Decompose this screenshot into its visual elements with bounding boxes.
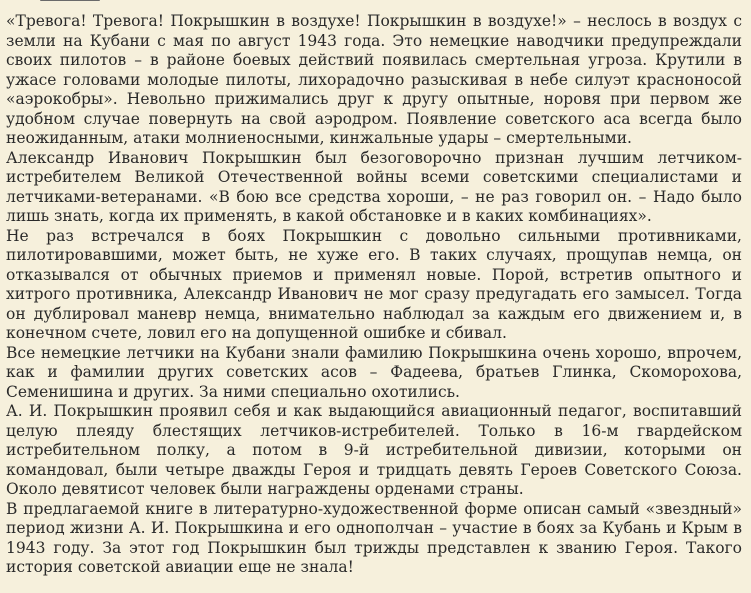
paragraph-6: В предлагаемой книге в литературно-художественной форме описан самый «звездный» период жизни А. И. Покрышкина и его однополчан – участие в боях за Кубань и Крым в 1943 году. За этот год Покрышкин был трижды представлен к званию Героя. Такого история советской авиации еще не знала! — [6, 499, 742, 576]
paragraph-2: Александр Иванович Покрышкин был безоговорочно признан лучшим летчиком-истребителем Великой Отечественной войны всеми советскими специалистами и летчиками-ветеранами. «В бою все средства хороши, – не раз говорил он. – Надо было лишь знать, когда их применять, в какой обстановке и в каких комбинациях». — [6, 148, 742, 225]
article-body — [6, 12, 742, 578]
cropped-heading-fragment — [40, 0, 130, 2]
paragraph-4: Все немецкие летчики на Кубани знали фамилию Покрышкина очень хорошо, впрочем, как и фамилии других советских асов – Фадеева, братьев Глинка, Скоморохова, Семенишина и других. За ними специально охотились. — [6, 343, 742, 401]
paragraph-5: А. И. Покрышкин проявил себя и как выдающийся авиационный педагог, воспитавший целую плеяду блестящих летчиков-истребителей. Только в 16-м гвардейском истребительном полку, а потом в 9-й истребительной дивизии, которыми он командовал, были четыре дважды Героя и тридцать девять Героев Советского Союза. Около девятисот человек были награждены орденами страны. — [6, 402, 742, 498]
paragraph-3: Не раз встречался в боях Покрышкин с довольно сильными противниками, пилотировавшими, может быть, не хуже его. В таких случаях, прощупав немца, он отказывался от обычных приемов и применял новые. Порой, встретив опытного и хитрого противника, Александр Иванович не мог сразу предугадать его замысел. Тогда он дублировал маневр немца, внимательно наблюдал за каждым его движением и, в конечном счете, ловил его на допущенной ошибке и сбивал. — [6, 226, 742, 342]
paragraph-1: «Тревога! Тревога! Покрышкин в воздухе! Покрышкин в воздухе!» – неслось в воздух с земли на Кубани с мая по август 1943 года. Это немецкие наводчики предупреждали своих пилотов – в районе боевых действий появилась смертельная угроза. Крутили в ужасе головами молодые пилоты, лихорадочно разыскивая в небе силуэт красноносой «аэрокобры». Невольно прижимались друг к другу опытные, норовя при первом же удобном случае повернуть на свой аэродром. Появление советского аса всегда было неожиданным, атаки молниеносными, кинжальные удары – смертельными. — [6, 12, 742, 147]
